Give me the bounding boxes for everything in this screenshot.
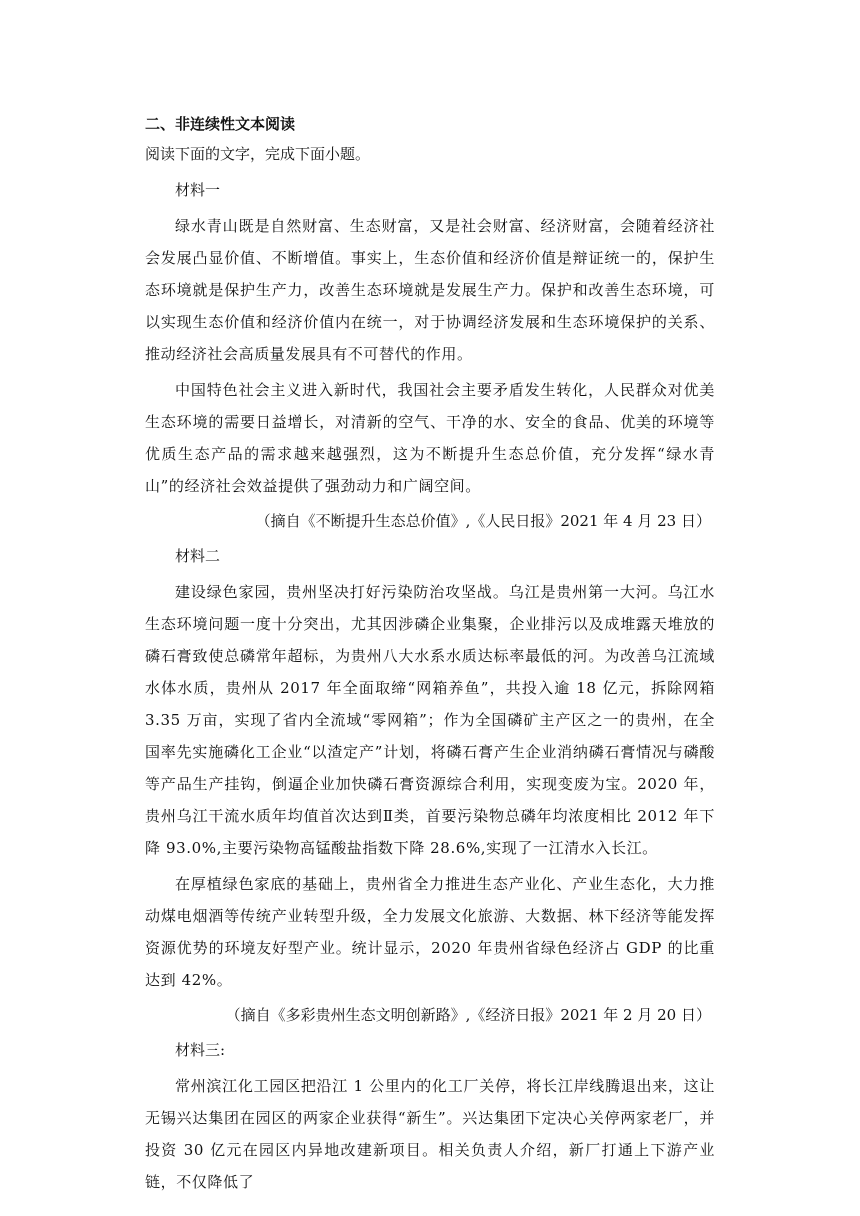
material-2-label: 材料二: [175, 547, 221, 565]
instruction-text: 阅读下面的文字，完成下面小题。: [145, 145, 371, 163]
material-1-label: 材料一: [175, 181, 221, 199]
material-1-source: （摘自《不断提升生态总价值》,《人民日报》2021 年 4 月 23 日）: [255, 512, 711, 530]
material-2-source: （摘自《多彩贵州生态文明创新路》,《经济日报》2021 年 2 月 20 日）: [225, 1006, 711, 1024]
material-1-paragraph: 绿水青山既是自然财富、生态财富，又是社会财富、经济财富，会随着经济社会发展凸显价值、不断增值。事实上，生态价值和经济价值是辩证统一的，保护生态环境就是保护生产力，改善生态环境就是发展生产力。保护和改善生态环境，可以实现生态价值和经济价值内在统一，对于协调经济发展和生态环境保护的关系、推动经济社会高质量发展具有不可替代的作用。: [145, 217, 715, 363]
material-1-paragraph: 中国特色社会主义进入新时代，我国社会主要矛盾发生转化，人民群众对优美生态环境的需要日益增长，对清新的空气、干净的水、安全的食品、优美的环境等优质生态产品的需求越来越强烈，这为不断提升生态总价值，充分发挥“绿水青山”的经济社会效益提供了强劲动力和广阔空间。: [145, 381, 715, 495]
material-2-paragraph: 在厚植绿色家底的基础上，贵州省全力推进生态产业化、产业生态化，大力推动煤电烟酒等传统产业转型升级，全力发展文化旅游、大数据、林下经济等能发挥资源优势的环境友好型产业。统计显示，2020 年贵州省绿色经济占 GDP 的比重达到 42%。: [145, 875, 715, 989]
material-3-label: 材料三:: [175, 1041, 226, 1059]
material-3-paragraph: 常州滨江化工园区把沿江 1 公里内的化工厂关停，将长江岸线腾退出来，这让无锡兴达集团在园区的两家企业获得“新生”。兴达集团下定决心关停两家老厂，并投资 30 亿元在园区内异地改建新项目。相关负责人介绍，新厂打通上下游产业链，不仅降低了: [145, 1077, 715, 1191]
section-heading: 二、非连续性文本阅读: [145, 115, 296, 133]
document-content: [145, 114, 715, 1202]
material-2-paragraph: 建设绿色家园，贵州坚决打好污染防治攻坚战。乌江是贵州第一大河。乌江水生态环境问题一度十分突出，尤其因涉磷企业集聚，企业排污以及成堆露天堆放的磷石膏致使总磷常年超标，为贵州八大水系水质达标率最低的河。为改善乌江流域水体水质，贵州从 2017 年全面取缔“网箱养鱼”，共投入逾 18 亿元，拆除网箱 3.35 万亩，实现了省内全流域“零网箱”；作为全国磷矿主产区之一的贵州，在全国率先实施磷化工企业“以渣定产”计划，将磷石膏产生企业消纳磷石膏情况与磷酸等产品生产挂钩，倒逼企业加快磷石膏资源综合利用，实现变废为宝。2020 年，贵州乌江干流水质年均值首次达到Ⅱ类，首要污染物总磷年均浓度相比 2012 年下降 93.0%,主要污染物高锰酸盐指数下降 28.6%,实现了一江清水入长江。: [145, 583, 715, 857]
